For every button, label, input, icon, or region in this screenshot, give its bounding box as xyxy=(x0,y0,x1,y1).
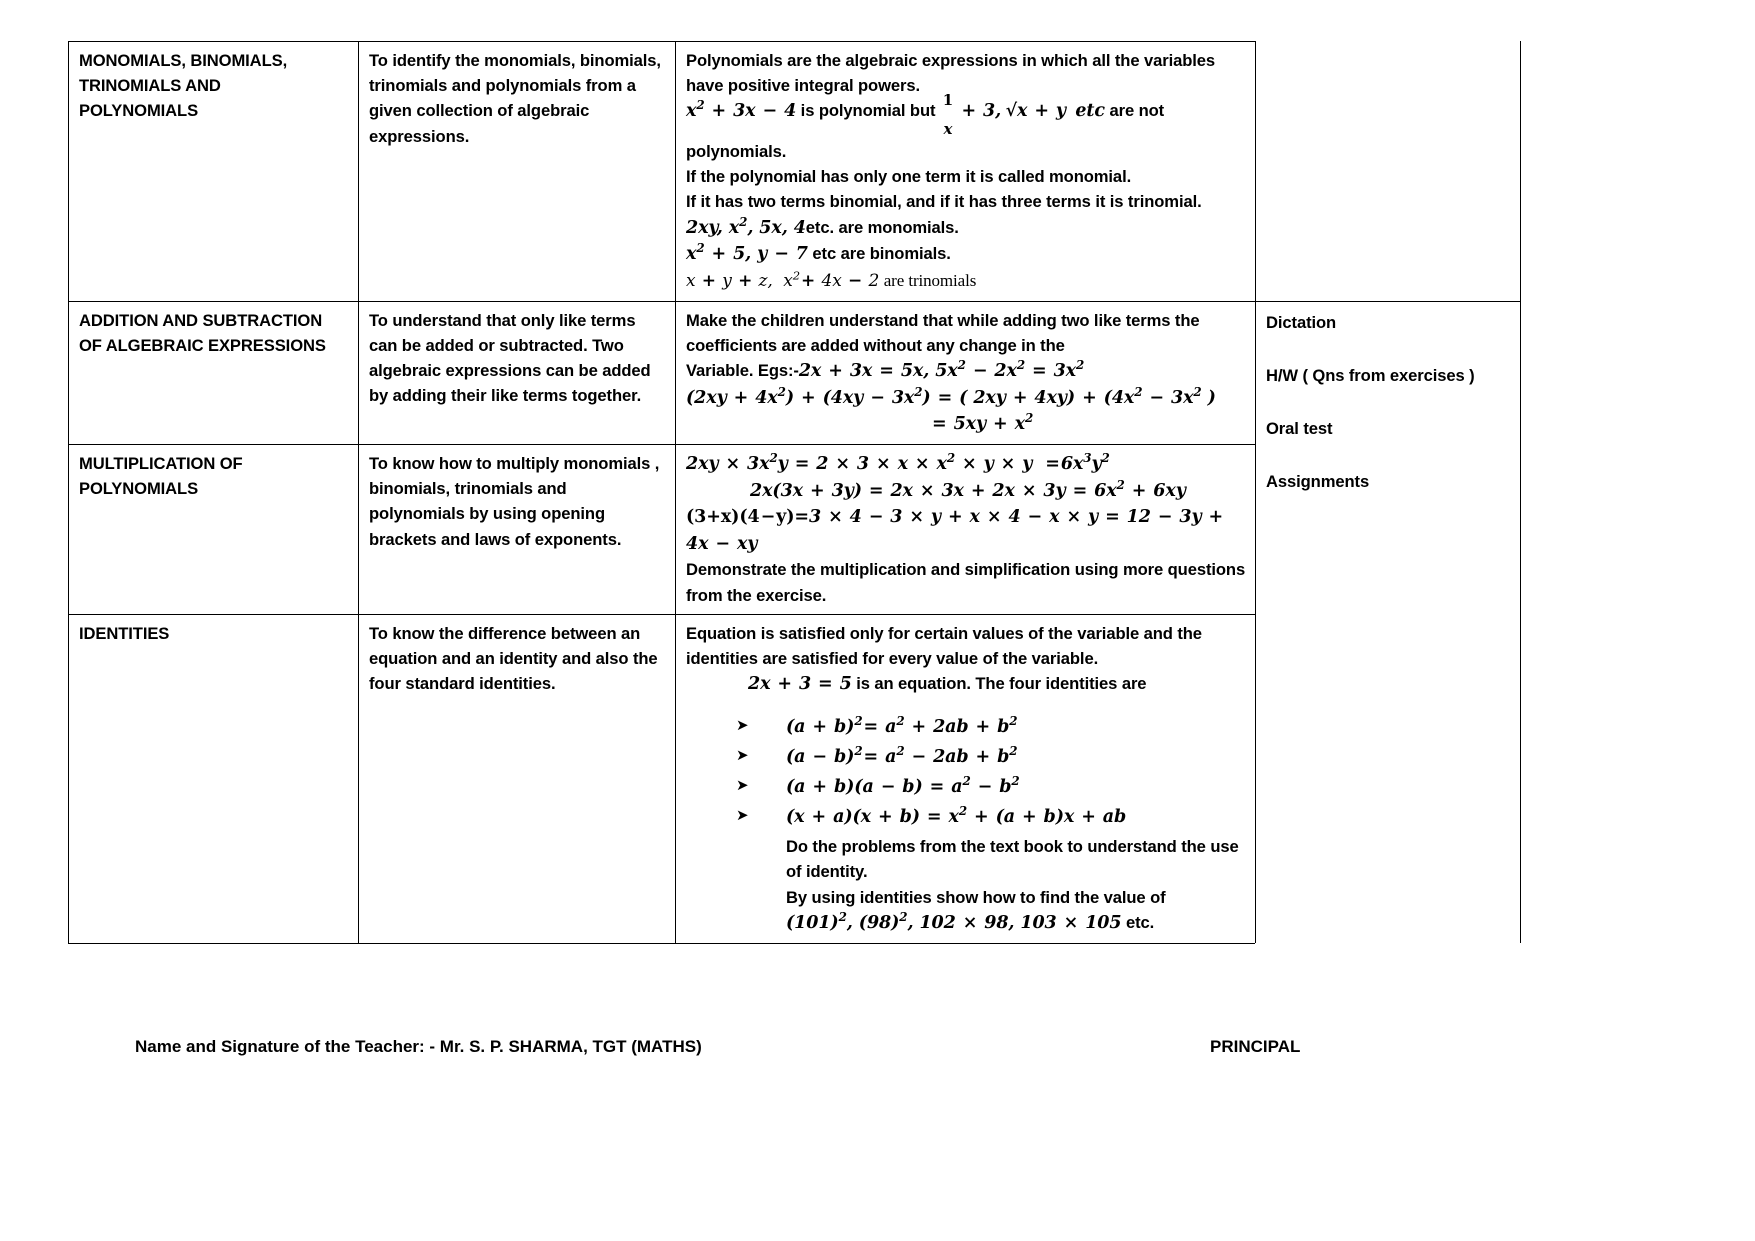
content-line-math: = $5xy + x^2$ xyxy=(932,411,1034,435)
topic-line: POLYNOMIALS xyxy=(79,479,199,499)
content-line: Make the children understand that while adding two like terms the coefficients are added without any change in the xyxy=(686,310,1200,355)
list-item: ➤ $(a - b)^2= a^2 - 2ab + b^2$ xyxy=(736,744,1018,767)
objective-cell-2 xyxy=(359,301,676,444)
content-line: If the polynomial has only one term it is called monomial. xyxy=(686,167,1132,187)
arrow-bullet-icon: ➤ xyxy=(736,776,749,795)
teacher-signature-label: Name and Signature of the Teacher: - Mr. S. P. SHARMA, TGT (MATHS) xyxy=(135,1037,702,1056)
content-line-math: $2xy \times 3x^2y = 2 \times 3 \times x \times x^2 \times y \times y =6x^3y^2$ xyxy=(686,451,1110,474)
fraction-one-over-x: 1 x xyxy=(942,90,954,138)
assessment-cell-1 xyxy=(1256,42,1521,302)
content-line: Demonstrate the multiplication and simplification using more questions from the exercise. xyxy=(686,560,1246,605)
content-line-math: $x^2 + 3x - 4$ is polynomial but 1 x + 3, √x + y etc are not xyxy=(686,90,1165,138)
assessment-cell xyxy=(1256,301,1521,943)
content-cell-1 xyxy=(676,42,1256,302)
objective-text: To understand that only like terms can be added or subtracted. Two algebraic expressions can be added by adding their like terms together. xyxy=(369,310,651,406)
content-line: polynomials. xyxy=(686,142,787,162)
topic-cell-3 xyxy=(69,444,359,614)
topic-line: MONOMIALS, BINOMIALS, xyxy=(79,51,288,70)
assessment-item-homework: H/W ( Qns from exercises ) xyxy=(1266,365,1475,385)
topic-cell-4 xyxy=(69,614,359,943)
assessment-item-assignments: Assignments xyxy=(1266,472,1370,492)
closing-line-math: $(101)^2$, $(98)^2$, 102 × 98, 103 × 105 etc. xyxy=(786,910,1155,933)
closing-line: Do the problems from the text book to understand the use of identity. xyxy=(786,837,1239,882)
content-line-math: 2x + 3 = 5 is an equation. The four identities are xyxy=(748,674,1147,695)
assessment-item-oral-test: Oral test xyxy=(1266,419,1333,439)
topic-line: POLYNOMIALS xyxy=(79,101,199,121)
content-line: Equation is satisfied only for certain values of the variable and the identities are satisfied for every value of the variable. xyxy=(686,623,1202,668)
lesson-plan-table xyxy=(68,41,1521,944)
topic-line: IDENTITIES xyxy=(79,623,170,643)
arrow-bullet-icon: ➤ xyxy=(736,806,749,825)
objective-text: To know how to multiply monomials , binomials, trinomials and polynomials by using opening brackets and laws of exponents. xyxy=(369,453,660,549)
topic-line: OF ALGEBRAIC EXPRESSIONS xyxy=(79,335,326,355)
topic-cell-2 xyxy=(69,301,359,444)
content-line-math: $x^2 + 5$, y − 7 etc are binomials. xyxy=(686,241,951,265)
list-item: ➤ $(x + a)(x + b) = x^2 + (a + b)x$ + ab xyxy=(736,804,1127,828)
table-row xyxy=(69,42,1521,302)
objective-cell-1 xyxy=(359,42,676,302)
identities-list xyxy=(686,714,1246,832)
arrow-bullet-icon: ➤ xyxy=(736,745,749,764)
list-item: ➤ $(a + b)^2= a^2 + 2ab + b^2$ xyxy=(736,713,1018,737)
topic-line: TRINOMIALS AND xyxy=(79,76,221,96)
objective-text: To know the difference between an equation and an identity and also the four standard identities. xyxy=(369,623,658,694)
content-line-math: $(2xy + 4x^2) + (4xy - 3x^2)$ = ( $2xy + 4xy) + (4x^2 - 3x^2$ ) xyxy=(686,384,1216,408)
objective-cell-4 xyxy=(359,614,676,943)
assessment-item-dictation: Dictation xyxy=(1266,312,1337,332)
content-cell-3 xyxy=(676,444,1256,614)
closing-line: By using identities show how to find the value of xyxy=(786,887,1166,907)
arrow-bullet-icon: ➤ xyxy=(736,715,749,734)
content-line-math: $2x(3x + 3y) = 2x \times 3x + 2x \times 3y = 6x^2 + 6xy$ xyxy=(750,477,1186,501)
table-row xyxy=(69,301,1521,444)
topic-line: MULTIPLICATION OF xyxy=(79,453,243,473)
topic-line: ADDITION AND SUBTRACTION xyxy=(79,310,323,330)
content-line-math: (3+x)(4−y)=3 × 4 − 3 × y + x × 4 − x × y = 12 − 3y + 4x − xy xyxy=(686,507,1224,554)
content-line: Polynomials are the algebraic expressions in which all the variables have positive integral powers. xyxy=(686,51,1216,96)
content-line-math: Variable. Egs:-2x + 3x = 5x, $5x^2 - 2x^2 = 3x^2$ xyxy=(686,358,1085,382)
topic-cell-1 xyxy=(69,42,359,302)
content-cell-4 xyxy=(676,614,1256,943)
content-line-math-light: x + y + z, $x^2+ 4x - 2$ are trinomials xyxy=(686,268,977,291)
objective-cell-3 xyxy=(359,444,676,614)
content-line-math: 2xy, $x^2$, 5x, 4etc. are monomials. xyxy=(686,214,959,238)
content-cell-2 xyxy=(676,301,1256,444)
principal-label: PRINCIPAL xyxy=(1210,1037,1301,1056)
content-line: If it has two terms binomial, and if it has three terms it is trinomial. xyxy=(686,192,1202,212)
list-item: ➤ $(a + b)(a - b) = a^2 - b^2$ xyxy=(736,774,1020,798)
objective-text: To identify the monomials, binomials, trinomials and polynomials from a given collection of algebraic expressions. xyxy=(369,51,661,146)
